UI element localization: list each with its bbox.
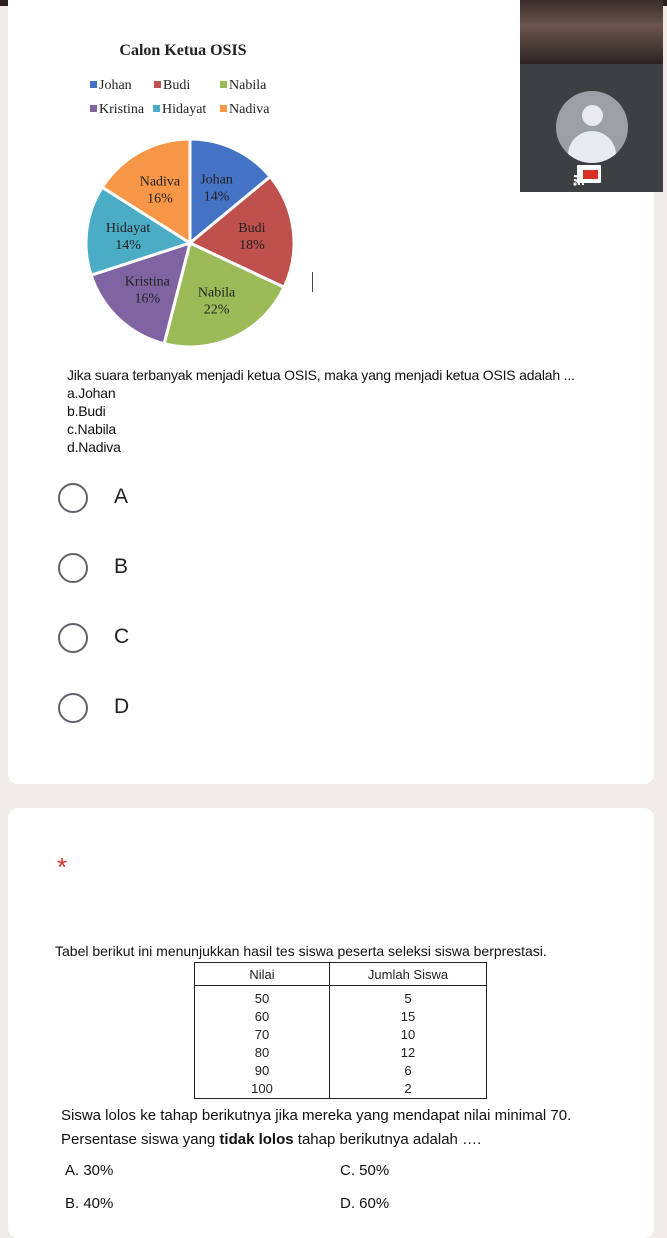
- legend-item-hidayat: [153, 102, 206, 118]
- legend-swatch: [154, 81, 161, 88]
- legend-swatch: [153, 105, 160, 112]
- pie-value-kristina: 16%: [134, 291, 161, 307]
- pie-chart: [83, 140, 293, 355]
- legend-item-nabila: [220, 78, 266, 94]
- answer-a: A. 30%: [65, 1162, 114, 1179]
- pie-value-nabila: 22%: [203, 302, 230, 318]
- avatar-head: [582, 105, 603, 126]
- cast-icon[interactable]: [573, 164, 603, 186]
- answer-c: C. 50%: [340, 1162, 390, 1179]
- pie-value-budi: 18%: [239, 238, 265, 254]
- radio-button-a[interactable]: [58, 483, 88, 513]
- table-cell: 5: [330, 986, 487, 1009]
- table-cell: 15: [330, 1008, 487, 1026]
- column-header-nilai: Nilai: [195, 963, 330, 986]
- legend-swatch: [220, 105, 227, 112]
- legend-label: Budi: [163, 78, 191, 93]
- option-b-label[interactable]: B: [114, 555, 129, 578]
- legend-label: Nadiva: [229, 102, 270, 117]
- chart-title: Calon Ketua OSIS: [119, 42, 247, 59]
- table-row: [195, 1080, 487, 1099]
- table-cell: 100: [195, 1080, 330, 1099]
- question-2-condition: Siswa lolos ke tahap berikutnya jika mereka yang mendapat nilai minimal 70.: [61, 1107, 572, 1124]
- table-cell: 12: [330, 1044, 487, 1062]
- option-c-label[interactable]: C: [114, 625, 130, 648]
- pie-label-budi: Budi: [238, 221, 266, 237]
- question-1-text: [67, 366, 575, 456]
- pie-label-hidayat: Hidayat: [105, 221, 151, 237]
- table-row: [195, 1026, 487, 1044]
- table-row: [195, 1062, 487, 1080]
- radio-button-c[interactable]: [58, 623, 88, 653]
- choice-a-text: a.Johan: [67, 385, 116, 401]
- legend-item-johan: [90, 78, 132, 94]
- radio-button-b[interactable]: [58, 553, 88, 583]
- prompt-text: tahap berikutnya adalah ….: [293, 1131, 482, 1148]
- required-asterisk: *: [57, 852, 68, 882]
- legend-swatch: [90, 81, 97, 88]
- legend-label: Johan: [99, 78, 132, 93]
- table-cell: 80: [195, 1044, 330, 1062]
- participant-avatar: [556, 91, 628, 163]
- option-a-label[interactable]: A: [114, 485, 129, 508]
- table-cell: 90: [195, 1062, 330, 1080]
- question-1-prompt: Jika suara terbanyak menjadi ketua OSIS, maka yang menjadi ketua OSIS adalah ...: [67, 367, 575, 383]
- table-row: [195, 986, 487, 1009]
- answer-d: D. 60%: [340, 1195, 390, 1212]
- pie-label-johan: Johan: [200, 172, 233, 188]
- option-d-label[interactable]: D: [114, 695, 130, 718]
- choice-b-text: b.Budi: [67, 403, 106, 419]
- pie-value-nadiva: 16%: [147, 191, 173, 207]
- radio-button-d[interactable]: [58, 693, 88, 723]
- prompt-text: Persentase siswa yang: [61, 1131, 220, 1148]
- score-table: [194, 962, 487, 1099]
- legend-item-kristina: [90, 102, 144, 118]
- pie-value-hidayat: 14%: [115, 238, 141, 254]
- text-cursor: [312, 272, 313, 292]
- legend-label: Hidayat: [162, 102, 207, 117]
- column-header-jumlah-siswa: Jumlah Siswa: [330, 963, 487, 986]
- table-cell: 10: [330, 1026, 487, 1044]
- pie-label-nabila: Nabila: [197, 285, 236, 301]
- legend-item-nadiva: [220, 102, 269, 118]
- legend-swatch: [90, 105, 97, 112]
- table-header-row: [195, 963, 487, 986]
- pie-label-nadiva: Nadiva: [139, 174, 181, 190]
- question-2-prompt: [61, 1131, 481, 1148]
- video-call-overlay[interactable]: [520, 0, 663, 192]
- avatar-body: [568, 131, 616, 163]
- prompt-bold-text: tidak lolos: [219, 1131, 294, 1148]
- table-cell: 60: [195, 1008, 330, 1026]
- pie-value-johan: 14%: [203, 189, 230, 205]
- table-cell: 6: [330, 1062, 487, 1080]
- table-row: [195, 1044, 487, 1062]
- table-row: [195, 1008, 487, 1026]
- table-cell: 70: [195, 1026, 330, 1044]
- table-cell: 50: [195, 986, 330, 1009]
- legend-label: Nabila: [229, 78, 267, 93]
- table-cell: 2: [330, 1080, 487, 1099]
- legend-swatch: [220, 81, 227, 88]
- question-2-intro: Tabel berikut ini menunjukkan hasil tes siswa peserta seleksi siswa berprestasi.: [55, 943, 547, 959]
- legend-label: Kristina: [99, 102, 145, 117]
- choice-d-text: d.Nadiva: [67, 439, 121, 455]
- pie-label-kristina: Kristina: [124, 274, 170, 290]
- legend-item-budi: [154, 78, 190, 94]
- choice-c-text: c.Nabila: [67, 421, 116, 437]
- participant-video-feed: [520, 0, 663, 64]
- answer-b: B. 40%: [65, 1195, 114, 1212]
